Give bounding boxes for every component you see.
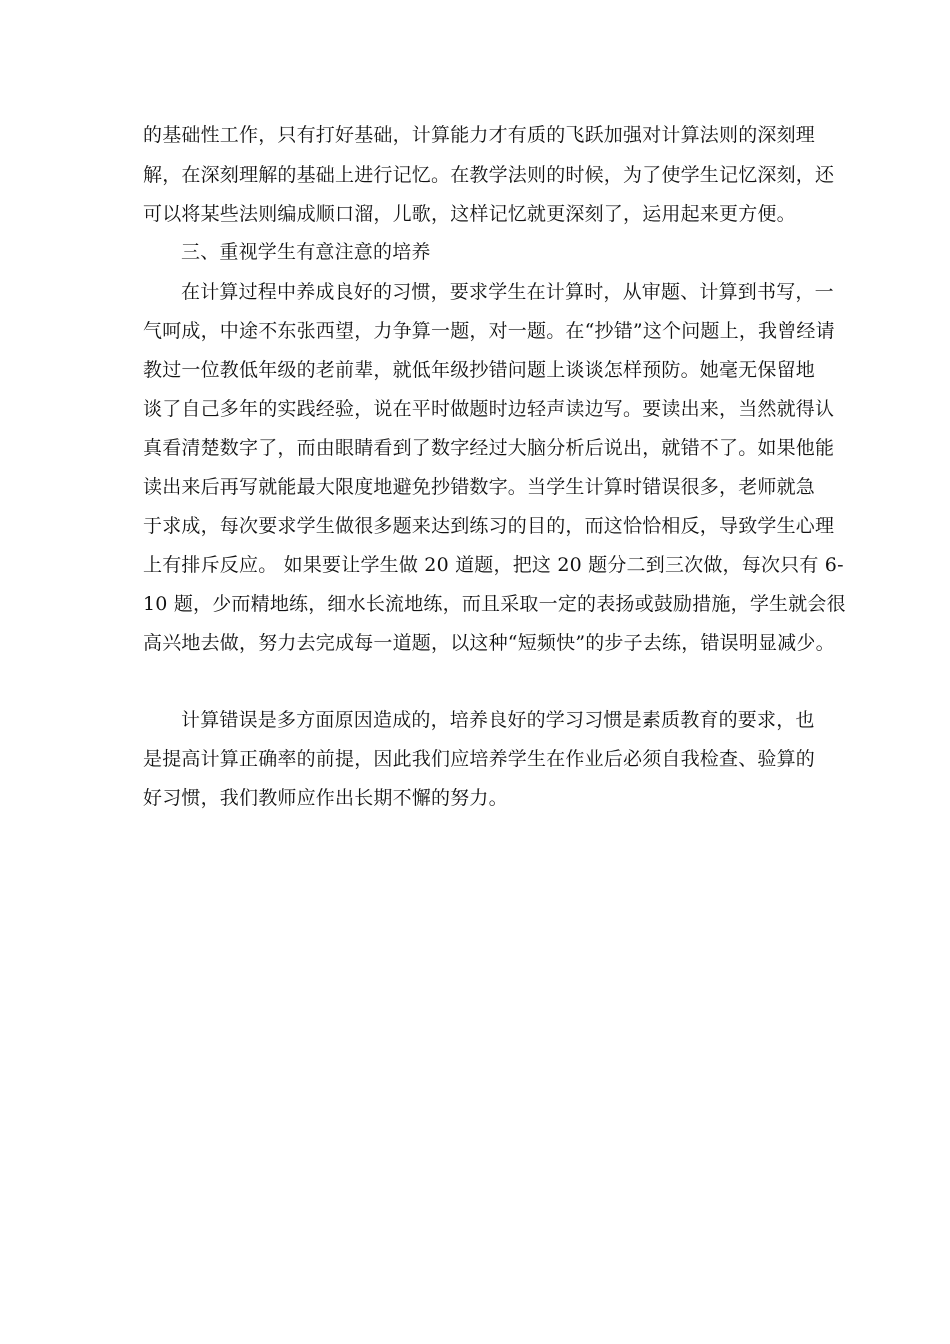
paragraph-1-line-1: 的基础性工作，只有打好基础，计算能力才有质的飞跃加强对计算法则的深刻理: [143, 124, 816, 146]
paragraph-2-line-3: 教过一位教低年级的老前辈，就低年级抄错问题上谈谈怎样预防。她毫无保留地: [143, 359, 816, 381]
paragraph-3-line-2: 是提高计算正确率的前提，因此我们应培养学生在作业后必须自我检查、验算的: [143, 748, 816, 770]
paragraph-2-line-2: 气呵成，中途不东张西望，力争算一题，对一题。在“抄错”这个问题上，我曾经请: [143, 320, 835, 342]
paragraph-2-line-6: 读出来后再写就能最大限度地避免抄错数字。当学生计算时错误很多，老师就急: [143, 476, 816, 498]
paragraph-3-line-1: 计算错误是多方面原因造成的，培养良好的学习习惯是素质教育的要求，也: [181, 709, 815, 731]
section-heading: 三、重视学生有意注意的培养: [181, 241, 431, 263]
paragraph-2-line-10: 高兴地去做，努力去完成每一道题，以这种“短频快”的步子去练，错误明显减少。: [143, 632, 835, 654]
paragraph-1-line-2: 解，在深刻理解的基础上进行记忆。在教学法则的时候，为了使学生记忆深刻，还: [143, 164, 835, 186]
paragraph-2-line-8: 上有排斥反应。 如果要让学生做 20 道题，把这 20 题分二到三次做，每次只有 6-: [143, 554, 844, 576]
paragraph-2-line-1: 在计算过程中养成良好的习惯，要求学生在计算时，从审题、计算到书写，一: [181, 281, 834, 303]
paragraph-2-line-4: 谈了自己多年的实践经验，说在平时做题时边轻声读边写。要读出来，当然就得认: [143, 398, 835, 420]
paragraph-3-line-3: 好习惯，我们教师应作出长期不懈的努力。: [143, 787, 508, 809]
paragraph-2-line-5: 真看清楚数字了，而由眼睛看到了数字经过大脑分析后说出，就错不了。如果他能: [143, 437, 835, 459]
paragraph-2-line-7: 于求成，每次要求学生做很多题来达到练习的目的，而这恰恰相反，导致学生心理: [143, 515, 835, 537]
paragraph-1-line-3: 可以将某些法则编成顺口溜，儿歌，这样记忆就更深刻了，运用起来更方便。: [143, 203, 796, 225]
paragraph-2-line-9: 10 题，少而精地练，细水长流地练，而且采取一定的表扬或鼓励措施，学生就会很: [143, 593, 846, 615]
